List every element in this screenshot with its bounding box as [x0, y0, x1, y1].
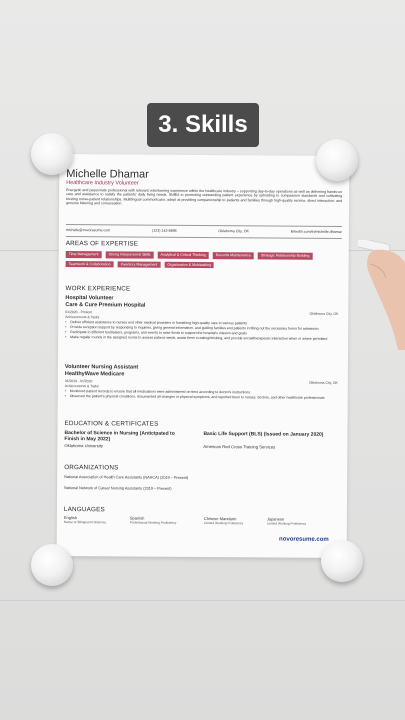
education-school: Oklahoma University	[64, 443, 104, 449]
location-text: Oklahoma City, OK	[218, 229, 249, 234]
language-item	[267, 516, 306, 525]
languages-title: LANGUAGES	[63, 506, 105, 514]
job-bullet: • Monitored patient records to ensure that all medications were administered on-time according to doctor's instructions	[70, 389, 340, 395]
resume-summary: Energetic and passionate professional with relevant volunteering experience within the healthcare industry – supporting day-to-day operations as well as delivering hands-on care and assistance to satisfy the patients' daily living needs. Skillful in promoting outstanding patient experience by upholding to compassion standards and cultivating trusting nurse-patient relationships. Multilingual communicator, adept at providing companionship to patients and families through high-quality service, direct interaction, and genuine listening and conversation.	[66, 188, 343, 206]
experience-title: WORK EXPERIENCE	[65, 285, 131, 293]
magnet	[31, 133, 73, 175]
magnet	[31, 544, 73, 586]
job-bullets	[65, 389, 340, 401]
skill-tag: Time Management	[66, 251, 102, 258]
language-level: Professional Working Proficiency	[129, 520, 177, 525]
email-text: michelle@novoresume.com	[65, 228, 111, 233]
phone-text: (123) 142-6896	[152, 228, 177, 233]
whiteboard-seam	[0, 600, 405, 601]
resume-name: Michelle Dhamar	[66, 168, 149, 181]
organization-item: National Network of Career Nursing Assistants (2019 – Present)	[64, 486, 172, 491]
skill-tag: Analytical & Critical Thinking	[157, 252, 208, 259]
language-name: Chinese Mandarin	[203, 516, 237, 522]
language-name: Japanese	[266, 516, 285, 522]
education-title-item: Bachelor of Science in Nursing (Anticipated to Finish in May 2022)	[64, 430, 175, 442]
job-bullet: • Participate in different fundraisers, programs, and events to raise funds to support the hospital's mission and goals	[70, 330, 340, 336]
job-company: HealthyWave Medicare	[64, 371, 125, 378]
language-level: Limited Working Proficiency	[266, 521, 307, 526]
skill-tag: Records Maintenance	[213, 252, 254, 259]
skills-tags	[66, 251, 346, 269]
language-name: Spanish	[129, 515, 145, 521]
novoresume-logo: novoresume.com	[279, 536, 329, 543]
language-item	[64, 515, 106, 524]
language-item	[204, 516, 243, 525]
education-title: EDUCATION & CERTIFICATES	[64, 420, 159, 428]
resume-paper	[57, 154, 350, 558]
job-bullet: • Provide reception support by responding to inquiries, giving general information, and guiding families and patients in filling out the necessary forms for admission	[70, 325, 340, 331]
job-company: Care & Cure Premium Hospital	[65, 302, 146, 309]
job-bullet: • Make regular rounds in the assigned rooms to assess patient needs, assist them in eating/drinking, and provide social/therapeutic interaction when or where permitted	[70, 335, 340, 341]
certificate-title: Basic Life Support (BLS) (Issued on January 2020)	[203, 431, 324, 438]
job-location: Oklahoma City, OK	[309, 311, 339, 316]
skills-title: AREAS OF EXPERTISE	[65, 240, 139, 248]
job-subheading: Achievements & Tasks	[65, 315, 100, 320]
hand-with-marker	[358, 240, 405, 350]
magnet	[321, 540, 363, 582]
magnet	[316, 139, 358, 181]
skill-tag: Inventory Management	[118, 261, 161, 268]
skill-tag: Teamwork & Collaboration	[66, 261, 114, 268]
language-name: English	[63, 515, 78, 521]
skill-tag: Strategic Relationship Building	[258, 252, 313, 259]
job-title: Volunteer Nursing Assistant	[64, 364, 139, 371]
job-dates: 01/2019 - 01/2020	[64, 379, 93, 384]
organizations-title: ORGANIZATIONS	[64, 464, 119, 472]
linkedin-text: linkedin.com/in/michelle.dhamar	[290, 229, 342, 234]
skill-tag: Organization & Multitasking	[164, 261, 214, 268]
job-dates: 01/2020 - Present	[65, 310, 93, 315]
divider	[66, 224, 342, 227]
job-title: Hospital Volunteer	[65, 295, 114, 302]
resume-role: Healthcare Industry Volunteer	[66, 180, 139, 187]
job-bullet: • Observed the patient's physical conditions, documented all changes or physical symptoms, and reported them to nurses, doctors, and other healthcare professionals	[70, 394, 340, 400]
job-bullet: • Deliver efficient assistance to nurses and other medical providers in furnishing high-quality care to various patients	[70, 320, 340, 326]
video-caption: 3. Skills	[147, 103, 259, 147]
organization-item: National Association of Health Care Assistants (NAHCA) (2019 – Present)	[64, 475, 189, 480]
job-location: Oklahoma City, OK	[309, 380, 338, 385]
job-bullets	[65, 320, 340, 342]
job-subheading: Achievements & Tasks	[64, 384, 99, 389]
certificate-issuer: American Red Cross Training Services	[203, 444, 276, 450]
language-level: Native or Bilingual Proficiency	[63, 520, 107, 525]
language-level: Limited Working Proficiency	[203, 521, 244, 526]
skill-tag: Strong Interpersonal Skills	[106, 251, 154, 258]
language-item	[130, 515, 177, 524]
